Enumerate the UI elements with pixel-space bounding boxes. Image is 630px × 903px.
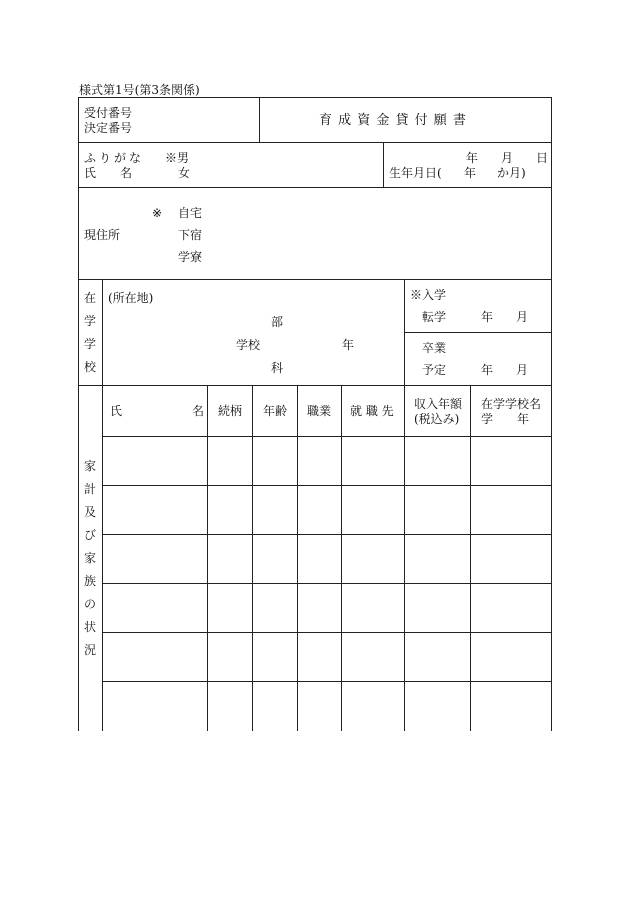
graduation-year-unit: 年 bbox=[481, 363, 494, 377]
family-label-char: 家 bbox=[83, 459, 96, 473]
col-name-header-right: 名 bbox=[192, 404, 205, 418]
divider bbox=[404, 332, 552, 333]
school-label-char: 学 bbox=[83, 337, 96, 351]
col-income-subheader: (税込み) bbox=[414, 412, 460, 426]
family-label-char: 族 bbox=[83, 574, 96, 588]
graduation-month-unit: 月 bbox=[516, 363, 529, 377]
row-divider bbox=[78, 142, 552, 143]
col-workplace-header: 就 職 先 bbox=[350, 404, 394, 418]
family-entry-row bbox=[103, 633, 551, 681]
family-entry-row bbox=[103, 584, 551, 632]
school-label-char: 校 bbox=[83, 360, 96, 374]
furigana-label: ふりがな bbox=[84, 151, 145, 165]
department-unit: 部 bbox=[271, 315, 284, 329]
family-entry-row bbox=[103, 437, 551, 485]
birthdate-label: 生年月日( bbox=[389, 166, 442, 180]
admission-year-unit: 年 bbox=[481, 310, 494, 324]
border-right bbox=[551, 97, 552, 731]
border-left bbox=[78, 97, 79, 731]
family-entry-row bbox=[103, 682, 551, 730]
row-divider bbox=[78, 279, 552, 280]
address-label: 現住所 bbox=[84, 228, 121, 242]
family-label-char: 及 bbox=[83, 505, 96, 519]
address-option-dormitory: 学寮 bbox=[178, 250, 203, 264]
school-label bbox=[80, 290, 100, 375]
graduation-label: 卒業 bbox=[422, 341, 447, 355]
admission-label: ※入学 bbox=[410, 288, 447, 302]
age-month-unit: か月) bbox=[497, 166, 526, 180]
col-occupation-header: 職業 bbox=[307, 404, 332, 418]
address-option-lodging: 下宿 bbox=[178, 228, 203, 242]
transfer-label: 転学 bbox=[422, 310, 447, 324]
birth-day-unit: 日 bbox=[536, 151, 549, 165]
grade-unit: 年 bbox=[342, 338, 355, 352]
family-status-label bbox=[80, 458, 100, 658]
course-unit: 科 bbox=[271, 361, 284, 375]
family-label-char: 状 bbox=[83, 620, 96, 634]
border-top bbox=[78, 97, 552, 98]
divider bbox=[259, 97, 260, 142]
row-divider bbox=[78, 187, 552, 188]
loan-application-form bbox=[78, 97, 552, 731]
address-note-mark: ※ bbox=[152, 206, 163, 220]
document-title: 育 成 資 金 貸 付 願 書 bbox=[319, 113, 467, 128]
decision-number-label: 決定番号 bbox=[84, 121, 133, 135]
school-location-label: (所在地) bbox=[108, 291, 154, 305]
name-label: 氏 名 bbox=[84, 166, 133, 180]
address-option-home: 自宅 bbox=[178, 206, 203, 220]
col-age-header: 年齢 bbox=[263, 404, 288, 418]
planned-label: 予定 bbox=[422, 363, 447, 377]
divider bbox=[383, 142, 384, 187]
family-label-char: 況 bbox=[83, 643, 96, 657]
reception-number-label: 受付番号 bbox=[84, 106, 133, 120]
admission-month-unit: 月 bbox=[516, 310, 529, 324]
school-label-char: 学 bbox=[83, 314, 96, 328]
school-label-char: 在 bbox=[83, 291, 96, 305]
family-label-char: び bbox=[83, 528, 96, 542]
col-school-header: 在学学校名 bbox=[481, 397, 542, 411]
col-relationship-header: 続柄 bbox=[218, 404, 243, 418]
age-year-unit: 年 bbox=[464, 166, 477, 180]
family-label-char: 計 bbox=[83, 482, 96, 496]
family-entry-row bbox=[103, 486, 551, 534]
sex-female-option: 女 bbox=[178, 166, 191, 180]
sex-male-option: ※男 bbox=[165, 151, 190, 165]
school-unit: 学校 bbox=[236, 338, 261, 352]
col-name-header-left: 氏 bbox=[110, 404, 123, 418]
col-grade-subheader: 学 年 bbox=[481, 412, 530, 426]
birth-year-unit: 年 bbox=[466, 151, 479, 165]
col-income-header: 収入年額 bbox=[414, 397, 463, 411]
family-label-char: の bbox=[83, 597, 96, 611]
row-divider bbox=[78, 385, 552, 386]
birth-month-unit: 月 bbox=[501, 151, 514, 165]
form-number-label: 様式第1号(第3条関係) bbox=[79, 83, 200, 97]
family-label-char: 家 bbox=[83, 551, 96, 565]
family-entry-row bbox=[103, 535, 551, 583]
